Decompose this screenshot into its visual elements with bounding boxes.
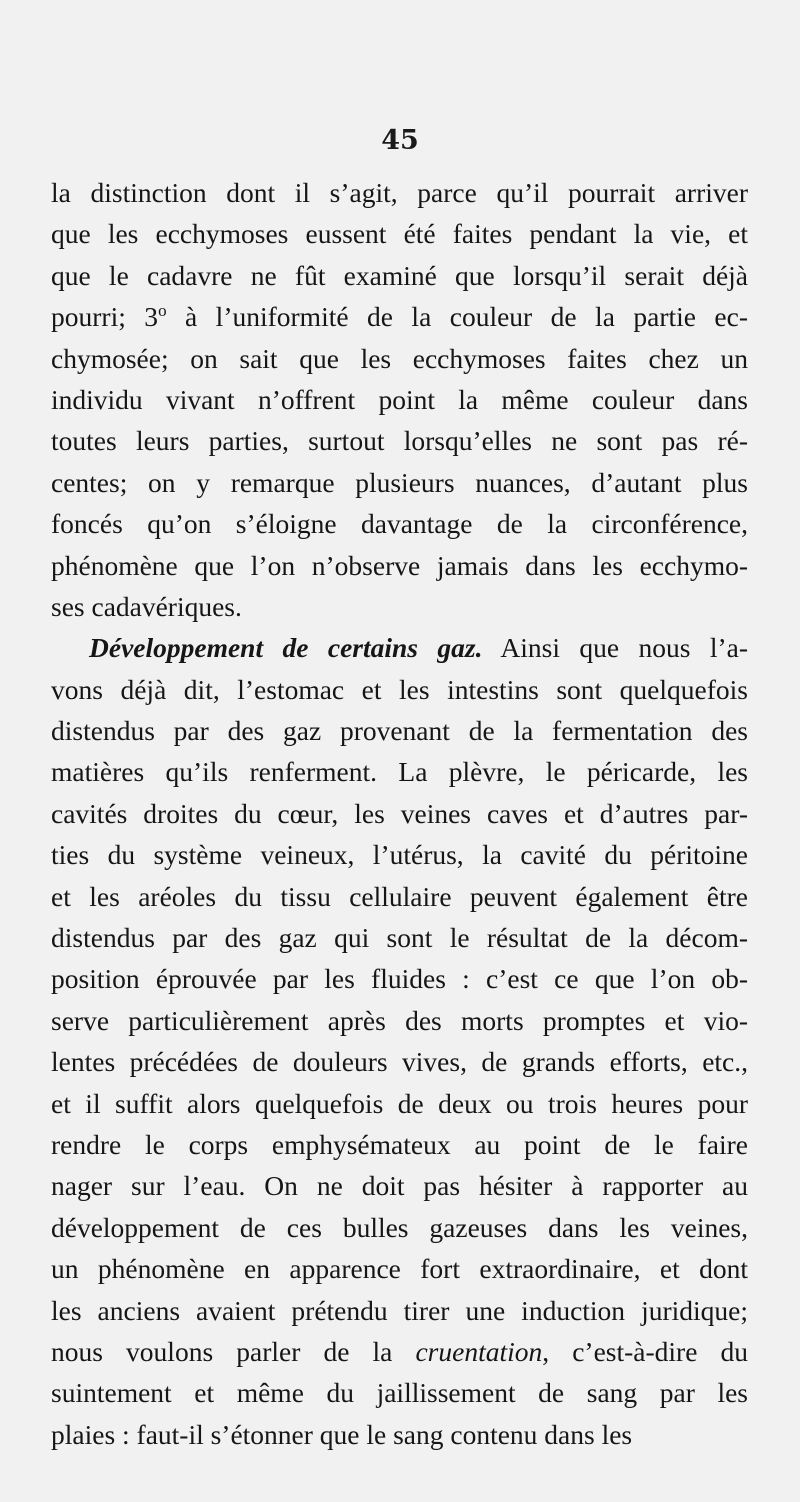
text-segment: développement de ces bulles gazeuses dans les veines, <box>51 1211 748 1243</box>
text-line <box>51 338 748 379</box>
text-line <box>51 1083 748 1124</box>
text-line <box>51 1000 748 1041</box>
text-line <box>51 669 748 710</box>
text-segment: nager sur l’eau. On ne doit pas hésiter à rapporter au <box>51 1170 748 1202</box>
text-line <box>51 462 748 503</box>
text-line <box>51 1124 748 1165</box>
text-line <box>51 793 748 834</box>
text-segment: o <box>158 301 167 321</box>
text-line <box>51 751 748 792</box>
text-segment: que le cadavre ne fût examiné que lorsqu’il serait déjà <box>51 259 748 291</box>
text-segment: plaies : faut-il s’étonner que le sang contenu dans les <box>51 1418 633 1450</box>
text-segment: les anciens avaient prétendu tirer une induction juridique; <box>51 1294 748 1326</box>
text-segment: individu vivant n’offrent point la même couleur dans <box>51 383 748 415</box>
text-segment: suintement et même du jaillissement de sang par les <box>51 1377 748 1409</box>
text-line <box>51 296 748 337</box>
text-segment: et il suffit alors quelquefois de deux ou trois heures pour <box>51 1087 748 1119</box>
text-line <box>51 834 748 875</box>
text-line <box>51 958 748 999</box>
text-segment: Ainsi que nous l’a- <box>482 632 748 664</box>
text-line <box>51 1290 748 1331</box>
text-line <box>51 379 748 420</box>
text-line <box>51 255 748 296</box>
text-line <box>51 172 748 213</box>
page-number: 45 <box>381 125 419 156</box>
text-segment: cavités droites du cœur, les veines caves et d’autres par- <box>51 797 748 829</box>
text-line <box>51 1248 748 1289</box>
text-segment: lentes précédées de douleurs vives, de grands efforts, etc., <box>51 1046 748 1078</box>
text-segment: matières qu’ils renferment. La plèvre, le péricarde, les <box>51 756 748 788</box>
italic-term: cruentation <box>415 1335 543 1367</box>
text-segment: à l’uniformité de la couleur de la partie ec- <box>166 301 748 333</box>
text-segment: et les aréoles du tissu cellulaire peuvent également être <box>51 880 748 912</box>
text-line <box>51 876 748 917</box>
text-line <box>51 503 748 544</box>
text-line <box>51 1041 748 1082</box>
text-segment: position éprouvée par les fluides : c’est ce que l’on ob- <box>51 963 748 995</box>
text-line <box>51 545 748 586</box>
text-segment: phénomène que l’on n’observe jamais dans les ecchymo- <box>51 549 748 581</box>
text-line <box>51 710 748 751</box>
text-line <box>51 420 748 461</box>
text-segment: un phénomène en apparence fort extraordinaire, et dont <box>51 1253 748 1285</box>
text-segment: la distinction dont il s’agit, parce qu’il pourrait arriver <box>51 177 748 208</box>
text-segment: , c’est-à-dire du <box>542 1335 749 1367</box>
text-segment: distendus par des gaz qui sont le résultat de la décom- <box>51 922 748 954</box>
text-segment: foncés qu’on s’éloigne davantage de la circonférence, <box>51 508 748 540</box>
text-line <box>51 627 748 668</box>
text-line <box>51 917 748 958</box>
text-segment: toutes leurs parties, surtout lorsqu’elles ne sont pas ré- <box>51 425 748 457</box>
body-text <box>51 172 748 1455</box>
text-line <box>51 586 748 627</box>
text-line <box>51 1414 748 1455</box>
text-segment: nous voulons parler de la <box>51 1335 416 1367</box>
text-line <box>51 1372 748 1413</box>
text-segment: serve particulièrement après des morts promptes et vio- <box>51 1004 748 1036</box>
text-line <box>51 1165 748 1206</box>
text-segment: pourri; 3 <box>51 301 159 333</box>
text-segment: rendre le corps emphysémateux au point de le faire <box>51 1128 748 1160</box>
text-line <box>51 213 748 254</box>
text-segment: centes; on y remarque plusieurs nuances, d’autant plus <box>51 466 748 498</box>
text-line <box>51 1207 748 1248</box>
text-segment: distendus par des gaz provenant de la fermentation des <box>51 715 748 747</box>
section-heading: Développement de certains gaz. <box>89 632 483 664</box>
text-segment: chymosée; on sait que les ecchymoses faites chez un <box>51 342 748 374</box>
text-segment: ties du système veineux, l’utérus, la cavité du péritoine <box>51 839 748 871</box>
text-segment: vons déjà dit, l’estomac et les intestins sont quelquefois <box>51 673 748 705</box>
text-segment: ses cadavériques. <box>51 590 242 622</box>
text-segment: que les ecchymoses eussent été faites pendant la vie, et <box>51 218 748 250</box>
text-line <box>51 1331 748 1372</box>
